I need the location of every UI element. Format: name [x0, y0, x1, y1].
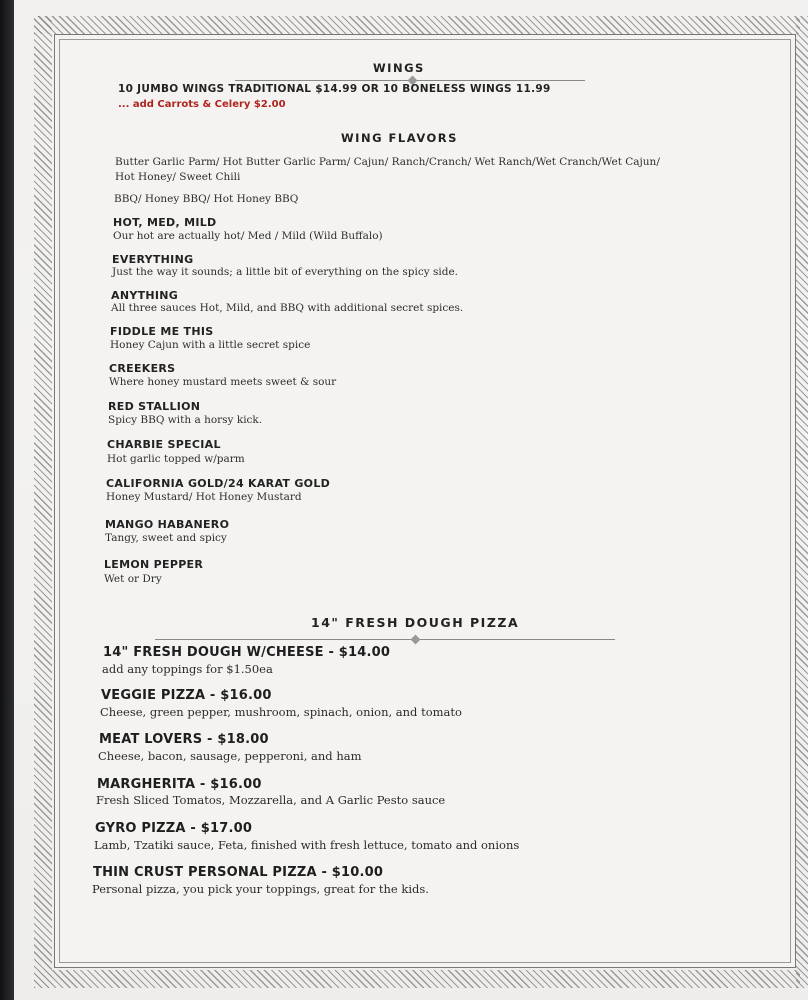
flavor-name: RED STALLION: [108, 400, 201, 413]
pizza-name: MEAT LOVERS - $18.00: [99, 732, 269, 747]
flavor-desc: Honey Mustard/ Hot Honey Mustard: [106, 491, 302, 503]
pizza-name: 14" FRESH DOUGH W/CHEESE - $14.00: [103, 645, 391, 660]
flavor-name: HOT, MED, MILD: [113, 216, 217, 229]
flavor-name: CALIFORNIA GOLD/24 KARAT GOLD: [106, 477, 331, 490]
flavor-list-line-2: Hot Honey/ Sweet Chili: [115, 171, 241, 183]
wings-price-line: 10 JUMBO WINGS TRADITIONAL $14.99 OR 10 BONELESS WINGS 11.99: [118, 83, 551, 95]
pizza-name: VEGGIE PIZZA - $16.00: [101, 688, 272, 703]
wing-flavors-title: WING FLAVORS: [341, 131, 458, 145]
border-pattern-right: [796, 16, 808, 988]
flavor-name: FIDDLE ME THIS: [110, 325, 214, 338]
flavor-desc: Just the way it sounds; a little bit of everything on the spicy side.: [112, 266, 459, 278]
flavor-name: ANYTHING: [111, 289, 179, 302]
pizza-desc: Cheese, bacon, sausage, pepperoni, and ham: [98, 749, 362, 763]
flavor-name: EVERYTHING: [112, 253, 194, 266]
border-pattern-left: [34, 16, 52, 988]
flavor-name: CREEKERS: [109, 362, 176, 375]
wings-addon: ... add Carrots & Celery $2.00: [118, 99, 286, 110]
menu-page: [14, 0, 808, 1000]
flavor-desc: Spicy BBQ with a horsy kick.: [108, 414, 263, 426]
pizza-desc: Personal pizza, you pick your toppings, great for the kids.: [92, 882, 429, 896]
flavor-desc: Wet or Dry: [104, 573, 162, 585]
pizza-divider: [155, 639, 615, 640]
flavor-name: CHARBIE SPECIAL: [107, 438, 221, 451]
flavor-desc: Our hot are actually hot/ Med / Mild (Wild Buffalo): [113, 230, 383, 242]
pizza-name: THIN CRUST PERSONAL PIZZA - $10.00: [93, 865, 384, 880]
pizza-name: GYRO PIZZA - $17.00: [95, 821, 253, 836]
flavor-name: MANGO HABANERO: [105, 518, 230, 531]
flavor-list-bbq: BBQ/ Honey BBQ/ Hot Honey BBQ: [114, 193, 299, 205]
pizza-desc: Cheese, green pepper, mushroom, spinach, onion, and tomato: [100, 705, 462, 719]
flavor-desc: Hot garlic topped w/parm: [107, 453, 245, 465]
flavor-desc: All three sauces Hot, Mild, and BBQ with additional secret spices.: [111, 302, 464, 314]
flavor-desc: Where honey mustard meets sweet & sour: [109, 376, 337, 388]
border-pattern-bottom: [34, 970, 800, 988]
flavor-list-line-1: Butter Garlic Parm/ Hot Butter Garlic Parm/ Cajun/ Ranch/Cranch/ Wet Ranch/Wet Cranch/Wet Cajun/: [115, 156, 660, 168]
pizza-title: 14" FRESH DOUGH PIZZA: [311, 615, 520, 630]
pizza-desc: Lamb, Tzatiki sauce, Feta, finished with fresh lettuce, tomato and onions: [94, 838, 520, 852]
pizza-desc: Fresh Sliced Tomatos, Mozzarella, and A Garlic Pesto sauce: [96, 793, 446, 807]
pizza-name: MARGHERITA - $16.00: [97, 777, 262, 792]
pizza-desc: add any toppings for $1.50ea: [102, 662, 273, 676]
menu-content: [54, 34, 796, 968]
flavor-name: LEMON PEPPER: [104, 558, 204, 571]
border-pattern-top: [34, 16, 800, 34]
flavor-desc: Honey Cajun with a little secret spice: [110, 339, 311, 351]
wings-title: WINGS: [373, 61, 425, 75]
flavor-desc: Tangy, sweet and spicy: [105, 532, 227, 544]
